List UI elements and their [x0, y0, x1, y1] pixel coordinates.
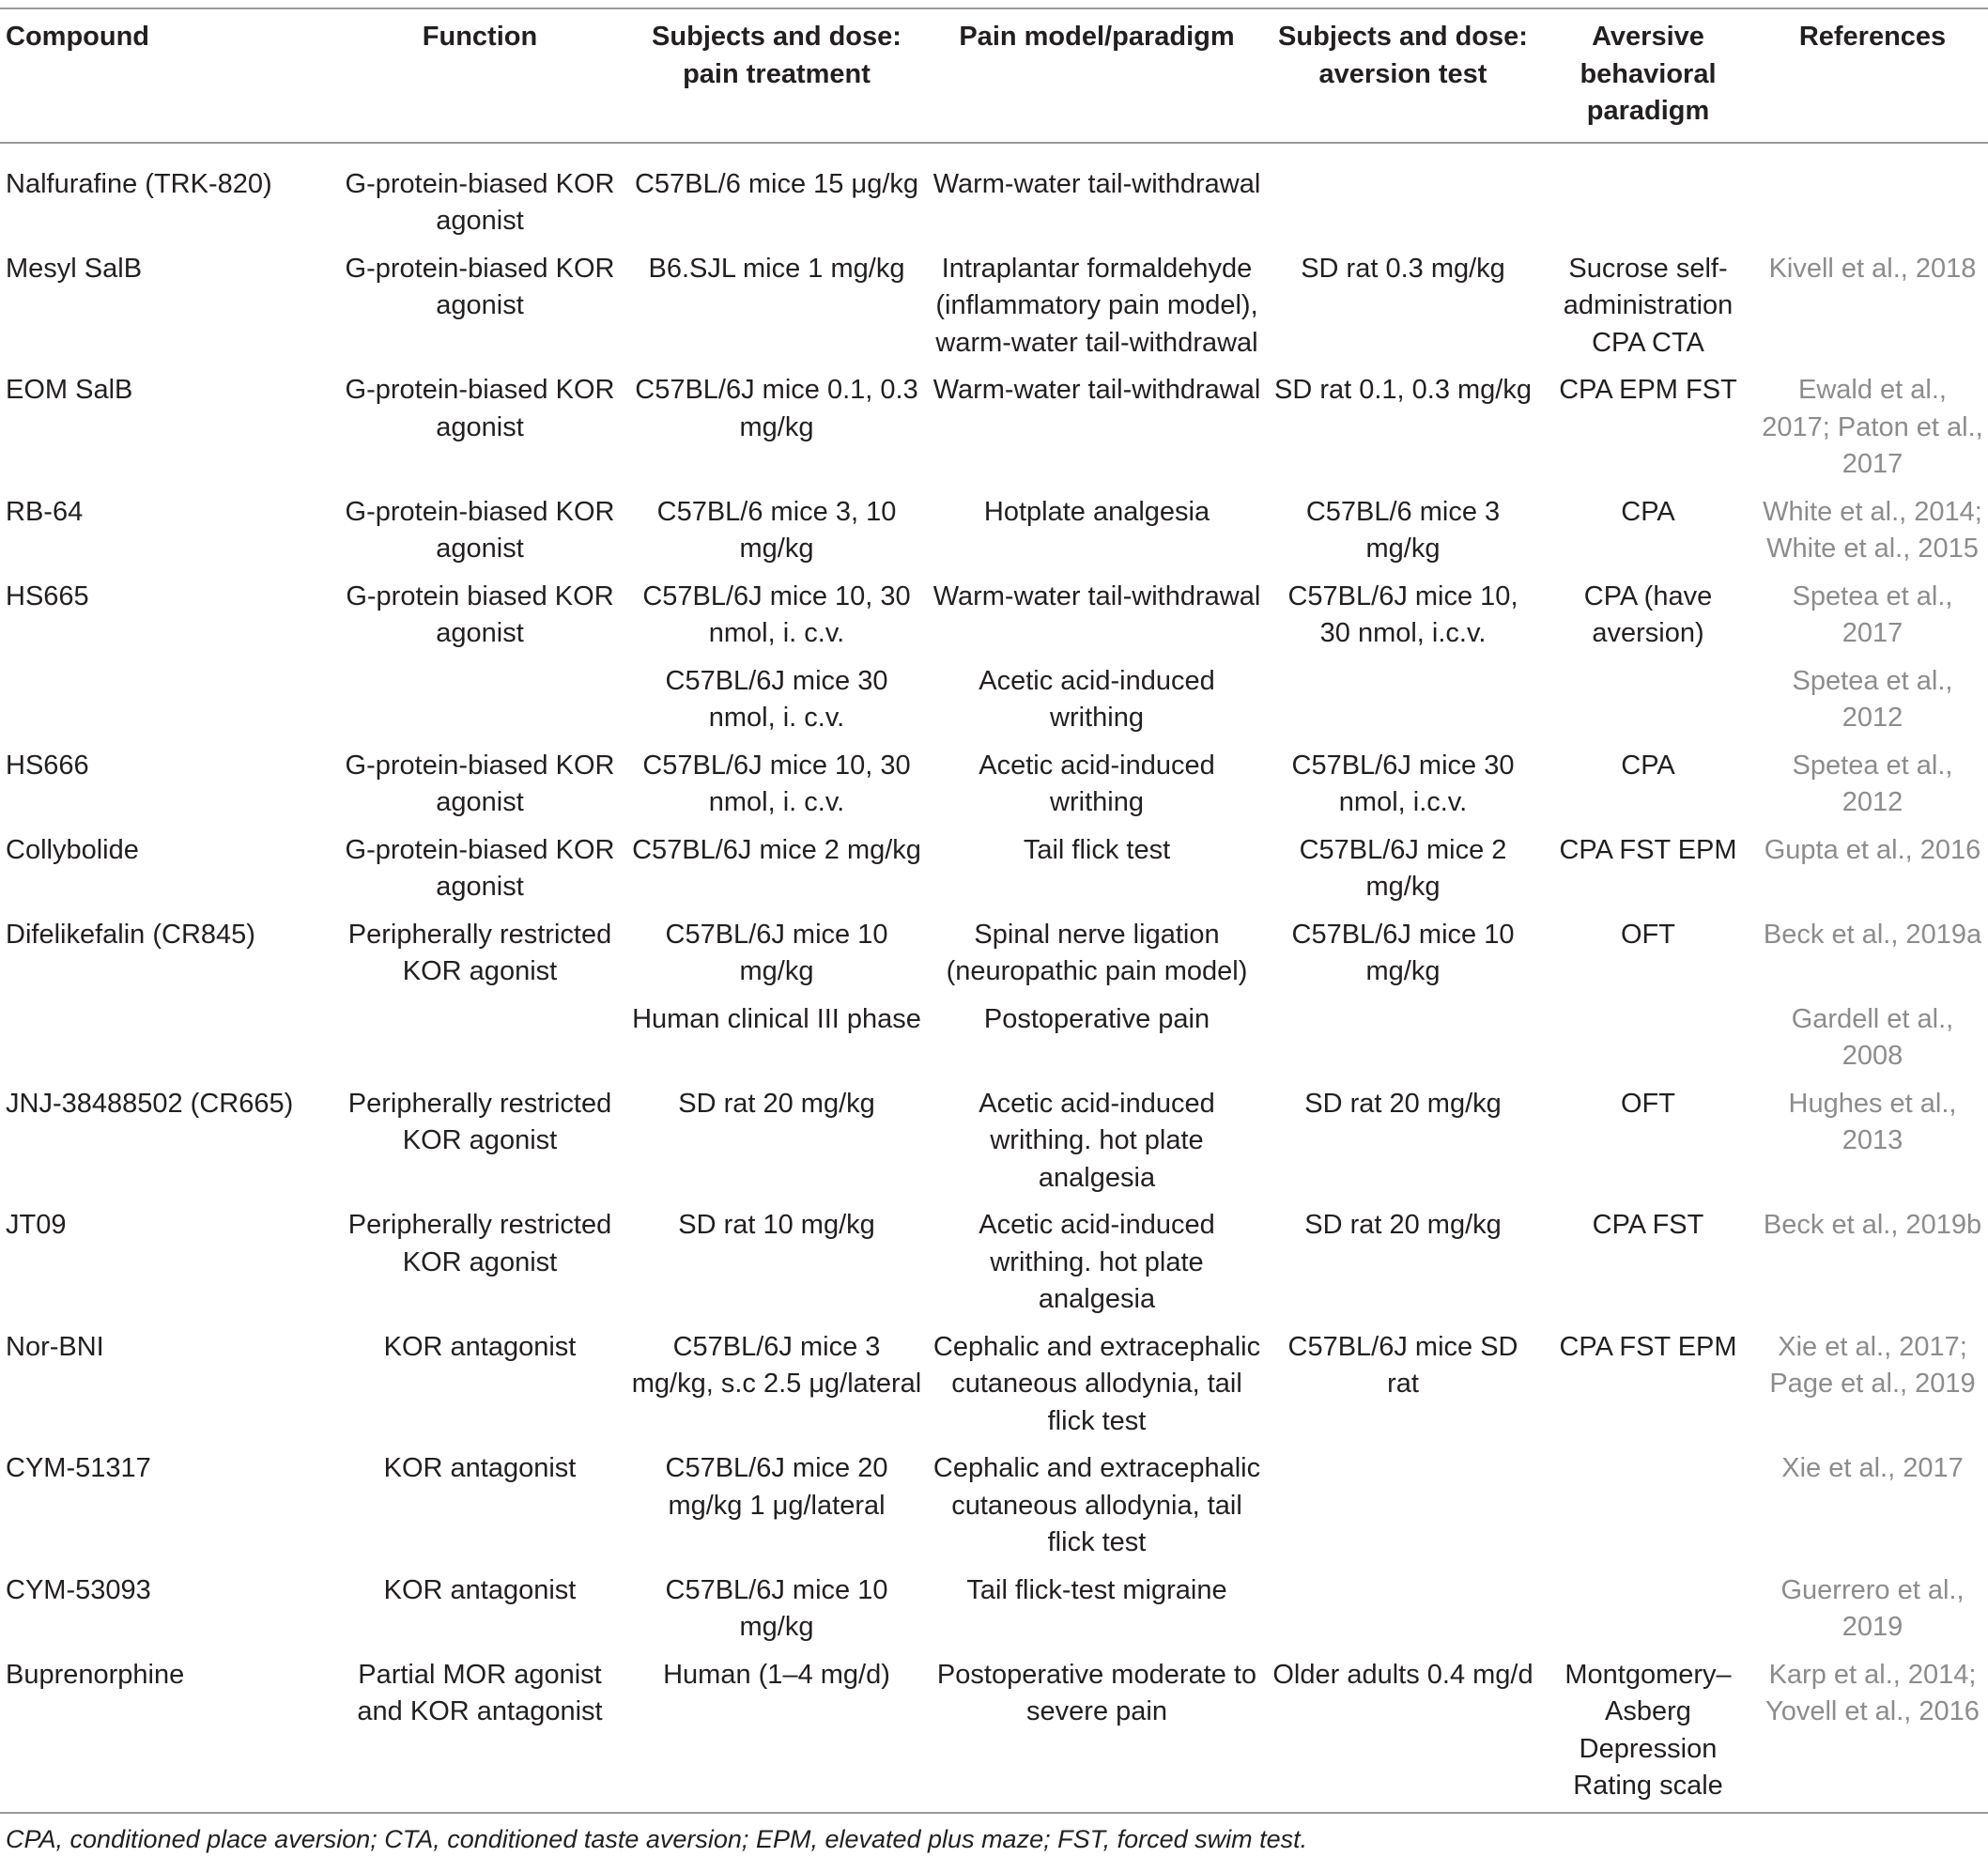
cell-reference[interactable]: Gupta et al., 2016 [1764, 834, 1981, 865]
cell-reference[interactable]: Spetea et al., 2017 [1792, 580, 1953, 648]
cell-pain-dose: Human (1–4 mg/d) [663, 1659, 890, 1690]
cell-aversive-paradigm: CPA FST [1592, 1210, 1704, 1240]
cell-compound: JNJ-38488502 (CR665) [6, 1088, 294, 1119]
cell-pain-model: Cephalic and extracephalic cutaneous allodynia, tail flick test [932, 1453, 1261, 1557]
cell-compound [0, 659, 333, 744]
cell-pain-dose: C57BL/6J mice 3 mg/kg, s.c 2.5 μg/lateral [631, 1331, 922, 1399]
cell-function: G-protein-biased KOR agonist [345, 253, 615, 320]
cell-aversive-paradigm: CPA (have aversion) [1583, 580, 1713, 648]
cell-aversion-dose: C57BL/6J mice SD rat [1287, 1331, 1518, 1399]
cell-aversion-dose [1267, 144, 1539, 247]
header-compound: Compound [6, 22, 150, 52]
cell-compound: CYM-53093 [6, 1574, 151, 1605]
cell-function: Partial MOR agonist and KOR antagonist [357, 1659, 603, 1726]
cell-compound: CYM-51317 [6, 1453, 151, 1483]
cell-compound: JT09 [6, 1210, 67, 1240]
cell-pain-dose: C57BL/6J mice 10, 30 nmol, i. c.v. [642, 580, 911, 648]
cell-pain-dose: C57BL/6J mice 30 nmol, i. c.v. [665, 665, 888, 733]
cell-pain-model: Warm-water tail-withdrawal [932, 580, 1261, 611]
cell-reference [1757, 144, 1988, 247]
cell-aversive-paradigm: CPA FST EPM [1559, 834, 1737, 865]
cell-aversion-dose: SD rat 20 mg/kg [1304, 1210, 1502, 1240]
cell-pain-model: Intraplantar formaldehyde (inflammatory pain model), warm-water tail-withdrawal [935, 253, 1258, 358]
cell-aversion-dose: C57BL/6J mice 2 mg/kg [1299, 834, 1507, 902]
cell-aversion-dose: SD rat 0.1, 0.3 mg/kg [1273, 375, 1532, 405]
cell-aversion-dose: C57BL/6J mice 10 mg/kg [1291, 919, 1515, 986]
cell-pain-model: Tail flick test [1023, 834, 1171, 865]
cell-pain-model: Cephalic and extracephalic cutaneous allodynia, tail flick test [932, 1331, 1261, 1436]
cell-compound: Difelikefalin (CR845) [6, 919, 255, 950]
cell-aversion-dose [1267, 998, 1539, 1082]
cell-pain-dose: B6.SJL mice 1 mg/kg [648, 253, 905, 284]
cell-compound: HS665 [6, 580, 89, 611]
cell-aversion-dose: C57BL/6J mice 10, 30 nmol, i.c.v. [1287, 580, 1518, 648]
cell-pain-model: Hotplate analgesia [983, 496, 1210, 527]
cell-compound [0, 998, 333, 1082]
cell-compound: HS666 [6, 750, 89, 781]
cell-reference[interactable]: Hughes et al., 2013 [1788, 1088, 1957, 1155]
cell-reference[interactable]: Spetea et al., 2012 [1792, 665, 1953, 733]
cell-pain-model: Acetic acid-induced writhing. hot plate analgesia [979, 1210, 1215, 1314]
cell-pain-model: Spinal nerve ligation (neuropathic pain model) [946, 919, 1248, 986]
cell-aversive-paradigm: CPA [1621, 496, 1675, 527]
cell-reference[interactable]: White et al., 2014; White et al., 2015 [1763, 496, 1982, 564]
cell-pain-model: Acetic acid-induced writhing. hot plate analgesia [979, 1088, 1215, 1193]
cell-aversive-paradigm: OFT [1621, 1088, 1675, 1119]
cell-function: KOR antagonist [383, 1331, 577, 1362]
cell-compound: Nor-BNI [6, 1331, 104, 1362]
cell-aversive-paradigm [1539, 659, 1757, 744]
cell-reference[interactable]: Xie et al., 2017 [1781, 1453, 1964, 1483]
cell-pain-dose: C57BL/6 mice 3, 10 mg/kg [656, 496, 897, 564]
cell-aversion-dose: SD rat 20 mg/kg [1304, 1088, 1502, 1119]
cell-reference[interactable]: Ewald et al., 2017; Paton et al., 2017 [1762, 375, 1983, 479]
cell-pain-model: Warm-water tail-withdrawal [932, 168, 1261, 199]
cell-compound: Mesyl SalB [6, 253, 143, 284]
cell-pain-dose: C57BL/6J mice 20 mg/kg 1 μg/lateral [665, 1453, 888, 1521]
cell-pain-model: Acetic acid-induced writhing [979, 665, 1215, 733]
cell-pain-dose: SD rat 10 mg/kg [678, 1210, 875, 1240]
cell-reference[interactable]: Gardell et al., 2008 [1791, 1003, 1954, 1071]
cell-compound: Buprenorphine [6, 1659, 185, 1690]
cell-pain-model: Postoperative moderate to severe pain [936, 1659, 1257, 1726]
cell-aversive-paradigm [1539, 1569, 1757, 1653]
cell-aversion-dose: Older adults 0.4 mg/d [1272, 1659, 1533, 1690]
cell-aversive-paradigm: CPA [1621, 750, 1675, 781]
header-aversion-dose: Subjects and dose: aversion test [1278, 22, 1528, 89]
cell-function: G-protein-biased KOR agonist [345, 750, 615, 817]
cell-aversion-dose [1267, 1569, 1539, 1653]
cell-function: Peripherally restricted KOR agonist [347, 1210, 612, 1277]
cell-reference[interactable]: Beck et al., 2019a [1763, 919, 1982, 950]
cell-pain-model: Warm-water tail-withdrawal [932, 375, 1261, 405]
table-header [0, 9, 1988, 142]
cell-pain-dose: C57BL/6J mice 2 mg/kg [632, 834, 921, 865]
cell-function [333, 659, 626, 744]
cell-compound: Collybolide [6, 834, 139, 865]
cell-compound: EOM SalB [6, 375, 133, 405]
cell-reference[interactable]: Karp et al., 2014; Yovell et al., 2016 [1765, 1659, 1980, 1726]
cell-aversion-dose: C57BL/6J mice 30 nmol, i.c.v. [1291, 750, 1515, 817]
cell-aversive-paradigm [1539, 1447, 1757, 1569]
cell-pain-model: Postoperative pain [983, 1003, 1210, 1034]
cell-pain-dose: SD rat 20 mg/kg [678, 1088, 875, 1119]
cell-function: Peripherally restricted KOR agonist [347, 1088, 612, 1155]
cell-pain-dose: C57BL/6J mice 10, 30 nmol, i. c.v. [642, 750, 911, 817]
table-footnote: CPA, conditioned place aversion; CTA, conditioned taste aversion; EPM, elevated plus maze; FST, forced swim test. [6, 1824, 1308, 1853]
cell-function [333, 998, 626, 1082]
cell-pain-model: Tail flick-test migraine [966, 1574, 1227, 1605]
cell-compound: Nalfurafine (TRK-820) [6, 168, 272, 199]
cell-pain-dose: C57BL/6J mice 10 mg/kg [665, 919, 888, 986]
table-body [0, 144, 1988, 1812]
cell-pain-dose: Human clinical III phase [632, 1003, 921, 1034]
table-container [0, 8, 1988, 1857]
cell-aversive-paradigm [1539, 144, 1757, 247]
cell-reference[interactable]: Spetea et al., 2012 [1792, 750, 1953, 817]
cell-pain-dose: C57BL/6J mice 10 mg/kg [665, 1574, 888, 1642]
cell-pain-dose: C57BL/6 mice 15 μg/kg [634, 168, 919, 199]
header-aversive-paradigm: Aversive behavioral paradigm [1580, 22, 1717, 126]
cell-function: G-protein biased KOR agonist [346, 580, 614, 648]
header-function: Function [422, 22, 538, 52]
cell-function: Peripherally restricted KOR agonist [347, 919, 612, 986]
cell-reference[interactable]: Xie et al., 2017; Page et al., 2019 [1769, 1331, 1976, 1399]
header-pain-model: Pain model/paradigm [959, 22, 1235, 52]
cell-compound: RB-64 [6, 496, 84, 527]
header-references: References [1798, 22, 1947, 52]
cell-function: G-protein-biased KOR agonist [345, 834, 615, 902]
cell-aversion-dose: C57BL/6 mice 3 mg/kg [1305, 496, 1501, 564]
cell-aversive-paradigm: CPA EPM FST [1559, 375, 1737, 405]
cell-aversion-dose: SD rat 0.3 mg/kg [1301, 253, 1505, 284]
header-pain-dose: Subjects and dose: pain treatment [652, 22, 902, 89]
cell-aversive-paradigm [1539, 998, 1757, 1082]
cell-pain-dose: C57BL/6J mice 0.1, 0.3 mg/kg [635, 375, 918, 442]
cell-function: G-protein-biased KOR agonist [345, 496, 615, 564]
cell-reference[interactable]: Kivell et al., 2018 [1768, 253, 1977, 284]
cell-reference[interactable]: Beck et al., 2019b [1763, 1210, 1982, 1240]
cell-aversion-dose [1267, 659, 1539, 744]
cell-reference[interactable]: Guerrero et al., 2019 [1780, 1574, 1965, 1642]
cell-function: KOR antagonist [383, 1574, 577, 1605]
cell-function: KOR antagonist [383, 1453, 577, 1483]
cell-aversive-paradigm: OFT [1621, 919, 1675, 950]
cell-pain-model: Acetic acid-induced writhing [979, 750, 1215, 817]
cell-aversion-dose [1267, 1447, 1539, 1569]
cell-aversive-paradigm: Montgomery–Asberg Depression Rating scale [1564, 1659, 1732, 1801]
cell-aversive-paradigm: Sucrose self-administration CPA CTA [1563, 253, 1734, 358]
cell-aversive-paradigm: CPA FST EPM [1559, 1331, 1737, 1362]
cell-function: G-protein-biased KOR agonist [345, 168, 615, 236]
cell-function: G-protein-biased KOR agonist [345, 375, 615, 442]
